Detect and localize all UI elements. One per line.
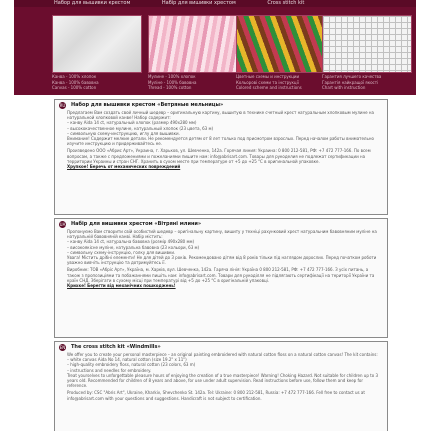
top-strip-en: Cross stitch kit bbox=[267, 0, 305, 6]
panel-note: Увага! Містить дрібні елементи! Не для дітей до 3 років. Рекомендовано дітям від 8 років тільки під наглядом дорослих. Перед початком роботи уважно вивчіть інструкцію та дотримуйтесь її. bbox=[67, 255, 377, 266]
description-panel-ru bbox=[54, 99, 388, 215]
fragile-warning: Крихке! Берегти від механічних пошкоджень! bbox=[67, 283, 176, 289]
kit-item: – instructions and needles for embroidery. bbox=[67, 368, 381, 373]
manufacturer-info: Произведено ООО «Абрис Арт», Украина, г. Харьков, ул. Шевченко, 142а. Горячая линия: Украина: 0 800 212-581, РФ: +7 472 777-166. По всем вопросам, а также с предложениями и пожеланиями пишите нам: info@abrisart.com. Товары для рукоделия не подлежат сертификации на территории Украины и стран СНГ. Хранить в сухом месте при температуре от +5 до +25 °С в оригинальной упаковке. bbox=[67, 148, 371, 164]
kit-item: – высококачественное мулине, натуральный хлопок (23 цвета, 63 м) bbox=[67, 126, 381, 131]
manufacturer-info: Produced by: CSC "Abris Art", Ukraine, Kharkiv, Shevchenko St. 142a. Tel: Ukraine: 0 800 212-581, Russia: +7 472 777-166. Fell free to contact us at info@abrisart.com with your questions and suggestions. Handicraft is not subject to certification. bbox=[67, 390, 365, 401]
top-strip bbox=[14, 0, 416, 7]
panel-intro: Пропонуємо Вам створити свій особистий шедевр – оригінальну картину, вишиту у техніці рахунковий хрест натуральним бавовняним муліне на натуральній бавовняній канві. Набір містить: bbox=[67, 229, 377, 240]
panel-intro: We offer you to create your personal masterpiece – an original painting embroidered with natural cotton floss on a natural cotton canvas! The kit contains: bbox=[67, 352, 378, 357]
panel-header bbox=[55, 342, 387, 352]
kit-item: – high-quality embroidery floss, natural cotton (23 colors, 63 m) bbox=[67, 362, 381, 367]
panel-title: Набор для вышивки крестом «Ветряные мельницы» bbox=[71, 102, 224, 108]
kit-item: – канву Aida 14 ct, натуральна бавовна (розмір 490х280 мм) bbox=[67, 239, 381, 244]
description-panel-ua bbox=[54, 218, 388, 338]
chart-photo bbox=[322, 15, 412, 73]
panel-header bbox=[55, 219, 387, 229]
panel-note: Treat yourselves to unforgettable pleasure hours of enjoying the creation of a true masterpiece! Warning! Choking Hazard. Not suitable for children up to 3 years old. Recommended for children of 8 years and above, for use under adult supervision. Read instructions before use, follow them and keep for reference. bbox=[67, 372, 378, 389]
panel-title: The cross stitch kit «Windmills» bbox=[71, 344, 161, 350]
caption-quality: Гарантия лучшего качества Гарантія найкращої якості Chart with instruction bbox=[322, 74, 382, 90]
language-badge: RU bbox=[59, 102, 66, 108]
kit-item: – канву Aida 14 ct, натуральный хлопок (размер 490х280 мм) bbox=[67, 120, 381, 125]
description-panel-en bbox=[54, 341, 388, 431]
caption-canvas: Канва - 100% хлопок Канва - 100% бавовна Canvas - 100% cotton bbox=[52, 74, 99, 90]
fragile-warning: Хрупкое! Беречь от механических повреждений bbox=[67, 164, 181, 170]
panel-note: Внимание! Содержит мелкие детали. Не рекомендуется детям от 8 лет только под присмотром взрослых. Перед началом работы внимательно изучите инструкцию и придерживайтесь ее. bbox=[67, 136, 374, 147]
kit-item: – символьную схему-инструкцию, иглу для вышивки. bbox=[67, 131, 381, 136]
product-banner bbox=[14, 7, 416, 95]
panel-intro: Предлагаем Вам создать свой личный шедевр – оригинальную картину, вышитую в технике счетный крест натуральным хлопковым мулине на натуральной хлопковой канве! Набор содержит: bbox=[67, 110, 374, 121]
panel-header bbox=[55, 100, 387, 110]
language-badge: EN bbox=[59, 344, 66, 350]
canvas-photo bbox=[52, 15, 142, 73]
top-strip-ru: Набор для вышивки крестом bbox=[54, 0, 131, 6]
scheme-photo bbox=[236, 15, 326, 73]
caption-scheme: Цветные схемы и инструкции Кольорові схеми та інструкції Colored scheme and instructions bbox=[236, 74, 302, 90]
kit-item: – символьну схему-інструкцію, голку для вишивки. bbox=[67, 250, 381, 255]
kit-item: – white canvas Aida No 14, natural cotton (size 19.2" x 11") bbox=[67, 357, 381, 362]
language-badge: UA bbox=[59, 221, 66, 227]
panel-title: Набір для вишивки хрестом «Вітряні млини» bbox=[71, 221, 202, 227]
caption-floss: Мулине - 100% хлопок Муліне - 100% бавовна Thread - 100% cotton bbox=[148, 74, 197, 90]
top-strip-ua: Набір для вишивки хрестом bbox=[161, 0, 236, 6]
floss-photo bbox=[148, 15, 238, 73]
kit-item: – високоякісне муліне, натуральна бавовна (23 кольори, 63 м) bbox=[67, 245, 381, 250]
manufacturer-info: Виробник: ТОВ «Абріс Арт», Україна, м. Харків, вул. Шевченка, 142а. Гаряча лінія: Україна 0 800 212-581, РФ: +7 472 777-166. З усіх питань, а також з пропозиціями та побажаннями пишіть нам: info@abrisart.com. Товари для рукоділля не підлягають сертифікації на території України та країн СНД. Зберігати в сухому місці при температурі від +5 до +25 °С в оригінальній упаковці. bbox=[67, 267, 375, 283]
